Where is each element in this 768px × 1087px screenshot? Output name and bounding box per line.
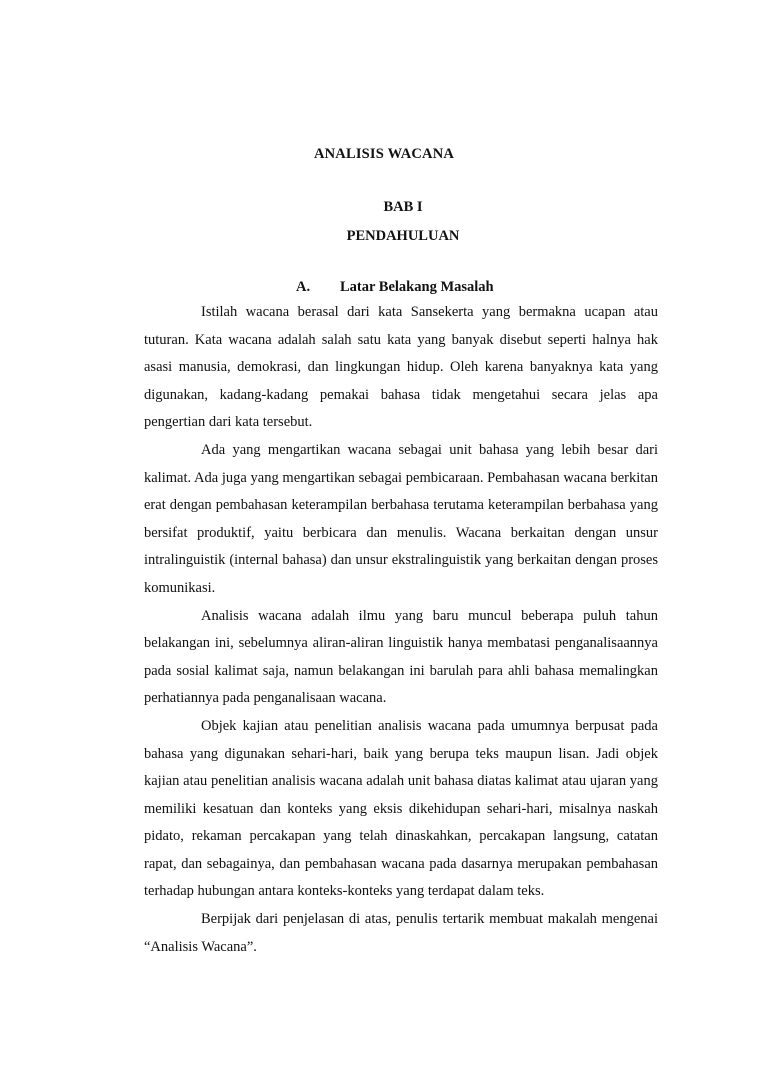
chapter-number: BAB I [383, 199, 423, 215]
paragraph: Istilah wacana berasal dari kata Sansekerta yang bermakna ucapan atau tuturan. Kata wacana adalah salah satu kata yang banyak disebut seperti halnya hak asasi manusia, demokrasi, dan lingkungan hidup. Oleh karena banyaknya kata yang digunakan, kadang-kadang pemakai bahasa tidak mengetahui secara jelas apa pengertian dari kata tersebut. [144, 304, 658, 431]
paragraph: Ada yang mengartikan wacana sebagai unit bahasa yang lebih besar dari kalimat. Ada juga yang mengartikan sebagai pembicaraan. Pembahasan wacana berkitan erat dengan pembahasan keterampilan berbahasa terutama keterampilan berbahasa yang bersifat produktif, yaitu berbicara dan menulis. Wacana berkaitan dengan unsur intralinguistik (internal bahasa) dan unsur ekstralinguistik yang berkaitan dengan proses komunikasi. [144, 441, 658, 596]
body-text [144, 299, 658, 961]
chapter-title: PENDAHULUAN [346, 228, 460, 244]
paragraph: Objek kajian atau penelitian analisis wacana pada umumnya berpusat pada bahasa yang digunakan sehari-hari, baik yang berupa teks maupun lisan. Jadi objek kajian atau penelitian analisis wacana adalah unit bahasa diatas kalimat atau ujaran yang memiliki kesatuan dan konteks yang eksis dikehidupan sehari-hari, misalnya naskah pidato, rekaman percakapan yang telah dinaskahkan, percakapan langsung, catatan rapat, dan sebagainya, dan pembahasan wacana pada dasarnya merupakan pembahasan terhadap hubungan antara konteks-konteks yang terdapat dalam teks. [144, 717, 658, 900]
paragraph: Berpijak dari penjelasan di atas, penulis tertarik membuat makalah mengenai “Analisis Wacana”. [144, 911, 658, 955]
section-title: Latar Belakang Masalah [340, 279, 494, 295]
section-number: A. [296, 279, 311, 295]
paragraph: Analisis wacana adalah ilmu yang baru muncul beberapa puluh tahun belakangan ini, sebelumnya aliran-aliran linguistik hanya membatasi penganalisaannya pada sosial kalimat saja, namun belakangan ini barulah para ahli bahasa memalingkan perhatiannya pada penganalisaan wacana. [144, 607, 658, 707]
document-title: ANALISIS WACANA [313, 146, 455, 162]
section-heading [296, 279, 494, 296]
